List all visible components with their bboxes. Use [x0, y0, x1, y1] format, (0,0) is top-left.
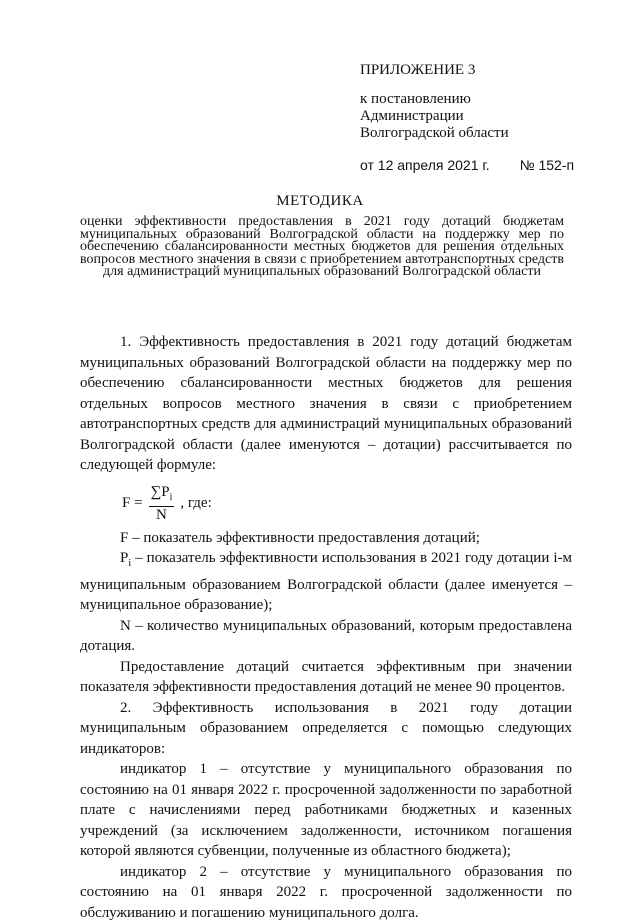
formula-fraction — [149, 484, 175, 523]
paragraph-effective: Предоставление дотаций считается эффективным при значении показателя эффективности предоставления дотаций не менее 90 процентов. — [80, 657, 572, 698]
appendix-number: № 152-п — [520, 157, 575, 173]
formula-denominator: N — [156, 507, 167, 523]
document-subtitle: оценки эффективности предоставления в 2021 году дотаций бюджетам муниципальных образований Волгоградской области на поддержку мер по обеспечению сбалансированности местных бюджетов для решения отдельных вопросов местного значения в связи с приобретением автотранспортных средств для администраций муниципальных образований Волгоградской области — [80, 216, 564, 279]
paragraph-1: 1. Эффективность предоставления в 2021 году дотаций бюджетам муниципальных образований Волгоградской области на поддержку мер по обеспечению сбалансированности местных бюджетов для решения отдельных вопросов местного значения в связи с приобретением автотранспортных средств для администраций муниципальных образований Волгоградской области (далее именуются – дотации) рассчитывается по следующей формуле: — [80, 332, 572, 476]
document-body — [80, 332, 572, 923]
definition-n: N – количество муниципальных образований, которым предоставлена дотация. — [80, 616, 572, 657]
definition-p-sub: i — [128, 558, 131, 569]
formula-numerator-sub: i — [170, 492, 173, 503]
indicator-2: индикатор 2 – отсутствие у муниципального образования по состоянию на 01 января 2022 г. просроченной задолженности по обслуживанию и погашению муниципального долга. — [80, 862, 572, 923]
appendix-line-3: Волгоградской области — [360, 125, 574, 142]
appendix-line-1: к постановлению — [360, 91, 574, 108]
paragraph-2: 2. Эффективность использования в 2021 году дотации муниципальным образованием определяется с помощью следующих индикаторов: — [80, 698, 572, 760]
appendix-date: от 12 апреля 2021 г. — [360, 157, 490, 173]
appendix-block — [360, 62, 574, 174]
formula-suffix: , где: — [180, 493, 211, 514]
formula-numerator: $\sum P_i$ — [149, 484, 175, 507]
appendix-line-2: Администрации — [360, 108, 574, 125]
appendix-title: ПРИЛОЖЕНИЕ 3 — [360, 62, 574, 79]
definition-p — [80, 548, 572, 616]
definition-f: F – показатель эффективности предоставления дотаций; — [80, 528, 572, 549]
appendix-date-line — [360, 157, 574, 174]
formula-lhs: F = — [122, 493, 143, 514]
definition-p-symbol: P — [120, 550, 128, 566]
indicator-1: индикатор 1 – отсутствие у муниципального образования по состоянию на 01 января 2022 г. просроченной задолженности по заработной плате с начислениями перед работниками бюджетных и казенных учреждений (за исключением задолженности, источником погашения которой являются субвенции, полученные из областного бюджета); — [80, 759, 572, 862]
formula — [122, 482, 572, 526]
document-title: МЕТОДИКА — [60, 193, 580, 210]
definition-p-text: – показатель эффективности использования в 2021 году дотации i-м муниципальным образованием Волгоградской области (далее именуется – муниципальное образование); — [80, 550, 572, 613]
